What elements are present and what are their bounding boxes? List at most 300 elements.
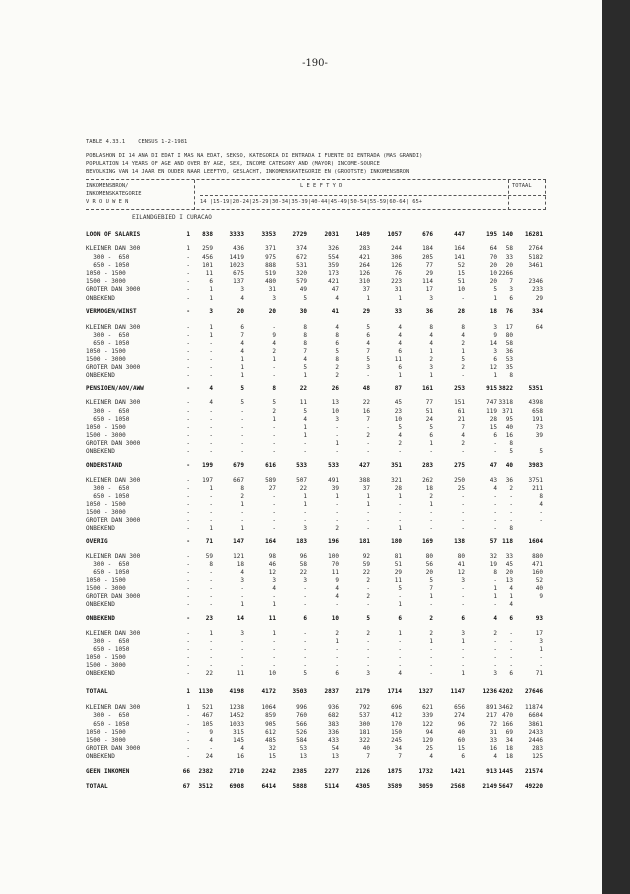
row-label: 300 - 650 [86, 332, 130, 339]
table-cell: - [303, 509, 307, 516]
table-cell: 12 [268, 569, 276, 576]
table-cell: 199 [202, 462, 213, 469]
row-label: 1050 - 1500 [86, 729, 126, 736]
table-cell: 11 [205, 270, 213, 277]
table-cell: - [186, 477, 190, 484]
table-cell: - [240, 646, 244, 653]
table-row [0, 517, 602, 525]
caption-papiamentu: POBLASHON DI 14 ANA DI EDAT I MAS NA EDAT, SEKSO, KATEGORIA DI ENTRADA I FUENTE DI ENTRADA (MAS GRANDI) [86, 153, 423, 159]
row-total-cell: 4 [509, 601, 513, 608]
row-label: 1050 - 1500 [86, 577, 126, 584]
table-cell: - [186, 630, 190, 637]
table-cell: 22 [362, 399, 370, 406]
table-cell: 58 [299, 561, 307, 568]
table-cell: 11 [299, 399, 307, 406]
table-cell: 2 [429, 615, 433, 622]
table-cell: - [186, 721, 190, 728]
table-row [0, 385, 602, 393]
table-cell: 21 [457, 416, 465, 423]
table-row [0, 538, 602, 546]
table-row [0, 424, 602, 432]
row-label: OVERIG [86, 538, 108, 545]
table-cell: - [303, 440, 307, 447]
table-cell: 3 [272, 577, 276, 584]
table-cell: 16 [362, 408, 370, 415]
table-cell: 2 [398, 440, 402, 447]
table-cell: 6 [509, 615, 513, 622]
table-cell: 2 [366, 432, 370, 439]
table-row [0, 553, 602, 561]
row-label: ONBEKEND [86, 448, 115, 455]
table-cell: 371 [265, 245, 276, 252]
table-cell: - [493, 638, 497, 645]
table-cell: - [209, 569, 213, 576]
table-cell: 792 [359, 704, 370, 711]
table-cell: - [186, 448, 190, 455]
table-cell: - [272, 448, 276, 455]
table-cell: 34 [505, 737, 513, 744]
table-cell: 180 [391, 538, 402, 545]
total-divider [508, 180, 509, 210]
table-cell: 891 [486, 704, 497, 711]
table-cell: 92 [362, 553, 370, 560]
table-cell: 2 [461, 340, 465, 347]
table-cell: 359 [328, 262, 339, 269]
table-cell: 4 [493, 485, 497, 492]
table-cell: 1 [272, 356, 276, 363]
table-cell: 37 [362, 485, 370, 492]
table-row [0, 615, 602, 623]
table-cell: 51 [425, 408, 433, 415]
table-row [0, 231, 602, 239]
table-cell: - [186, 364, 190, 371]
table-cell: 621 [422, 704, 433, 711]
table-cell: - [240, 408, 244, 415]
table-cell: - [186, 753, 190, 760]
table-cell: 1033 [229, 721, 244, 728]
table-cell: 3462 [498, 704, 513, 711]
table-cell: - [429, 662, 433, 669]
table-cell: 491 [328, 477, 339, 484]
table-cell: 47 [489, 462, 497, 469]
table-cell: 5114 [324, 783, 339, 790]
table-cell: - [272, 372, 276, 379]
table-cell: - [398, 517, 402, 524]
table-cell: 1 [429, 348, 433, 355]
table-cell: 5 [303, 408, 307, 415]
table-row [0, 630, 602, 638]
table-cell: 145 [233, 737, 244, 744]
table-cell: 531 [296, 262, 307, 269]
row-label: PENSIOEN/AOV/AWW [86, 385, 144, 392]
table-cell: 1421 [450, 768, 465, 775]
table-cell: 485 [265, 737, 276, 744]
row-label: 1050 - 1500 [86, 270, 126, 277]
table-cell: - [366, 654, 370, 661]
table-cell: 5 [366, 356, 370, 363]
table-cell: 4 [366, 340, 370, 347]
table-row [0, 348, 602, 356]
table-cell: 20 [489, 262, 497, 269]
table-cell: 4 [240, 745, 244, 752]
table-cell: 161 [422, 385, 433, 392]
row-total-cell: - [539, 654, 543, 661]
row-label: 1500 - 3000 [86, 662, 126, 669]
table-cell: 1 [461, 348, 465, 355]
table-cell: 8 [493, 569, 497, 576]
table-cell: 2277 [324, 768, 339, 775]
table-cell: - [186, 432, 190, 439]
table-cell: - [186, 462, 190, 469]
table-cell: 8 [272, 385, 276, 392]
table-row [0, 601, 602, 609]
table-cell: 11 [394, 577, 402, 584]
row-label: KLEINER DAN 300 [86, 477, 141, 484]
table-cell: 11 [394, 356, 402, 363]
table-cell: 105 [202, 721, 213, 728]
table-cell: 5 [240, 399, 244, 406]
table-cell: 4 [303, 356, 307, 363]
row-total-cell: 334 [532, 308, 543, 315]
table-cell: 310 [359, 278, 370, 285]
table-cell: 6 [366, 332, 370, 339]
table-cell: 60 [457, 737, 465, 744]
table-cell: 1 [240, 601, 244, 608]
table-cell: 51 [457, 278, 465, 285]
table-cell: 11 [331, 569, 339, 576]
table-cell: 1 [240, 501, 244, 508]
table-cell: - [186, 254, 190, 261]
row-label: 1500 - 3000 [86, 278, 126, 285]
row-label: 1500 - 3000 [86, 356, 126, 363]
table-cell: 6 [335, 340, 339, 347]
table-cell: 8 [303, 340, 307, 347]
table-cell: 164 [454, 245, 465, 252]
row-total-cell: 2446 [528, 737, 543, 744]
table-cell: 6908 [229, 783, 244, 790]
table-cell: 18 [236, 561, 244, 568]
table-cell: 6 [461, 615, 465, 622]
row-label: 1050 - 1500 [86, 501, 126, 508]
table-cell: 28 [394, 485, 402, 492]
table-cell: 181 [359, 729, 370, 736]
table-cell: 589 [265, 477, 276, 484]
table-cell: 6 [303, 615, 307, 622]
row-label: 1050 - 1500 [86, 654, 126, 661]
table-cell: 29 [362, 308, 370, 315]
table-row [0, 712, 602, 720]
table-cell: 4 [335, 295, 339, 302]
table-cell: - [209, 493, 213, 500]
table-cell: 45 [505, 561, 513, 568]
table-cell: 16 [236, 753, 244, 760]
table-cell: 1875 [387, 768, 402, 775]
row-label: GROTER DAN 3000 [86, 286, 141, 293]
table-cell: - [240, 585, 244, 592]
table-cell: 95 [505, 416, 513, 423]
table-cell: - [186, 517, 190, 524]
table-row [0, 416, 602, 424]
table-cell: 1 [335, 440, 339, 447]
row-label: 650 - 1050 [86, 493, 130, 500]
table-cell: 672 [296, 254, 307, 261]
table-cell: 2 [493, 630, 497, 637]
table-cell: 8 [461, 324, 465, 331]
table-cell: 579 [296, 278, 307, 285]
table-cell: 7 [366, 753, 370, 760]
table-cell: - [272, 364, 276, 371]
row-label: 650 - 1050 [86, 416, 130, 423]
table-cell: 69 [505, 729, 513, 736]
table-row [0, 364, 602, 372]
table-cell: 33 [489, 737, 497, 744]
table-cell: 53 [299, 745, 307, 752]
table-cell: - [398, 593, 402, 600]
table-cell: 15 [457, 270, 465, 277]
table-cell: 480 [265, 278, 276, 285]
table-cell: 1 [240, 525, 244, 532]
table-cell: 13 [331, 399, 339, 406]
row-total-cell: 283 [532, 745, 543, 752]
table-cell: 24 [205, 753, 213, 760]
table-row [0, 561, 602, 569]
table-cell: - [272, 324, 276, 331]
table-cell: - [509, 646, 513, 653]
table-row [0, 270, 602, 278]
table-row [0, 440, 602, 448]
table-cell: 77 [425, 399, 433, 406]
table-cell: 2710 [229, 768, 244, 775]
table-cell: 5 [272, 399, 276, 406]
table-cell: - [366, 585, 370, 592]
table-cell: 3 [461, 630, 465, 637]
table-cell: - [493, 601, 497, 608]
table-cell: 169 [422, 538, 433, 545]
table-cell: 3 [303, 577, 307, 584]
table-cell: - [272, 424, 276, 431]
table-cell: 421 [359, 254, 370, 261]
table-cell: 1 [398, 601, 402, 608]
table-cell: 533 [328, 462, 339, 469]
table-cell: 283 [422, 462, 433, 469]
table-cell: - [186, 585, 190, 592]
table-cell: - [366, 509, 370, 516]
table-cell: - [335, 646, 339, 653]
table-cell: - [398, 448, 402, 455]
row-label: LOON OF SALARIS [86, 231, 141, 238]
table-cell: 51 [394, 561, 402, 568]
table-cell: 8 [209, 561, 213, 568]
table-cell: 20 [268, 308, 276, 315]
table-cell: 1 [493, 372, 497, 379]
table-cell: 8 [429, 324, 433, 331]
table-cell: 2568 [450, 783, 465, 790]
table-cell: 3333 [229, 231, 244, 238]
table-cell: 31 [394, 286, 402, 293]
table-cell: - [186, 372, 190, 379]
table-cell: 2 [461, 364, 465, 371]
table-cell: 8 [335, 332, 339, 339]
table-cell: 913 [486, 768, 497, 775]
table-row [0, 577, 602, 585]
table-cell: 98 [268, 553, 276, 560]
table-cell: 17 [425, 286, 433, 293]
table-cell: 1 [493, 585, 497, 592]
row-label: KLEINER DAN 300 [86, 245, 141, 252]
table-cell: - [186, 485, 190, 492]
table-cell: - [493, 440, 497, 447]
table-cell: 1452 [229, 712, 244, 719]
table-cell: 150 [391, 729, 402, 736]
table-cell: 2 [335, 372, 339, 379]
row-label: 650 - 1050 [86, 569, 130, 576]
table-cell: 87 [394, 385, 402, 392]
table-cell: 1 [461, 638, 465, 645]
table-cell: - [209, 654, 213, 661]
table-cell: 1 [303, 424, 307, 431]
table-row [0, 783, 602, 791]
row-label: KLEINER DAN 300 [86, 399, 141, 406]
table-cell: - [186, 638, 190, 645]
table-cell: 4202 [498, 688, 513, 695]
table-cell: 1 [398, 372, 402, 379]
row-total-cell: 73 [535, 424, 543, 431]
table-cell: 1238 [229, 704, 244, 711]
row-label: ONBEKEND [86, 615, 115, 622]
table-row [0, 753, 602, 761]
table-cell: 3 [493, 670, 497, 677]
table-cell: 616 [265, 462, 276, 469]
total-heading: TOTAAL [512, 183, 532, 189]
table-cell: 2 [461, 440, 465, 447]
row-label: KLEINER DAN 300 [86, 553, 141, 560]
table-cell: - [186, 745, 190, 752]
table-cell: 7 [366, 348, 370, 355]
table-row [0, 704, 602, 712]
stub-heading-sex: V R O U W E N [86, 199, 129, 205]
table-cell: - [429, 517, 433, 524]
row-total-cell: 471 [532, 561, 543, 568]
table-cell: 6 [398, 615, 402, 622]
table-cell: 9 [272, 332, 276, 339]
table-row [0, 509, 602, 517]
table-cell: - [186, 654, 190, 661]
table-cell: - [186, 712, 190, 719]
table-cell: 4 [398, 340, 402, 347]
table-cell: - [335, 662, 339, 669]
table-cell: 1419 [229, 254, 244, 261]
table-cell: 16 [505, 432, 513, 439]
table-cell: - [209, 646, 213, 653]
row-total-cell: 27646 [524, 688, 543, 695]
table-cell: - [209, 601, 213, 608]
table-cell: 1 [398, 630, 402, 637]
table-cell: 57 [489, 538, 497, 545]
table-cell: - [272, 662, 276, 669]
table-row [0, 372, 602, 380]
table-cell: 1 [240, 356, 244, 363]
table-cell: 141 [454, 254, 465, 261]
table-cell: 15 [489, 424, 497, 431]
table-cell: - [429, 448, 433, 455]
table-row [0, 662, 602, 670]
row-total-cell: 29 [535, 295, 543, 302]
table-cell: 250 [454, 477, 465, 484]
table-cell: 25 [457, 485, 465, 492]
table-cell: 4305 [355, 783, 370, 790]
table-cell: - [335, 432, 339, 439]
row-total-cell: 8 [539, 493, 543, 500]
table-cell: 915 [486, 385, 497, 392]
table-cell: 61 [457, 408, 465, 415]
table-cell: 5888 [292, 783, 307, 790]
row-label: 300 - 650 [86, 485, 130, 492]
table-cell: - [209, 424, 213, 431]
row-total-cell: 17 [535, 630, 543, 637]
table-cell: 2 [509, 485, 513, 492]
table-cell: 16 [489, 745, 497, 752]
table-cell: 537 [359, 712, 370, 719]
table-cell: - [186, 538, 190, 545]
table-cell: 283 [359, 245, 370, 252]
table-cell: 326 [328, 245, 339, 252]
table-cell: - [186, 295, 190, 302]
table-cell: 388 [359, 477, 370, 484]
table-cell: 1 [366, 295, 370, 302]
table-row [0, 332, 602, 340]
table-cell: - [335, 517, 339, 524]
row-total-cell: 8 [509, 372, 513, 379]
table-cell: 2 [366, 577, 370, 584]
table-cell: - [461, 654, 465, 661]
table-cell: 2031 [324, 231, 339, 238]
table-row [0, 399, 602, 407]
row-total-cell: 64 [535, 324, 543, 331]
table-cell: - [209, 577, 213, 584]
table-cell: 96 [299, 553, 307, 560]
table-cell: 1 [335, 493, 339, 500]
table-cell: 126 [391, 262, 402, 269]
table-cell: - [186, 737, 190, 744]
table-cell: - [335, 509, 339, 516]
table-row [0, 408, 602, 416]
row-label: 650 - 1050 [86, 340, 130, 347]
table-cell: 66 [182, 768, 190, 775]
table-cell: 6 [461, 753, 465, 760]
row-total-cell: 3 [539, 638, 543, 645]
row-label: GROTER DAN 3000 [86, 440, 141, 447]
table-row [0, 768, 602, 776]
table-cell: 36 [505, 477, 513, 484]
table-cell: 18 [505, 745, 513, 752]
table-cell: 656 [454, 704, 465, 711]
table-cell: 40 [457, 729, 465, 736]
stub-heading-source: INKOMENSBRON/ [86, 183, 129, 189]
table-row [0, 245, 602, 253]
table-cell: 383 [328, 721, 339, 728]
table-cell: - [509, 501, 513, 508]
table-cell: 351 [391, 462, 402, 469]
table-cell: 264 [359, 262, 370, 269]
table-cell: 5 [398, 424, 402, 431]
table-cell: 10 [457, 286, 465, 293]
table-cell: 28 [489, 416, 497, 423]
table-cell: - [186, 416, 190, 423]
table-cell: - [493, 525, 497, 532]
table-cell: 3 [272, 295, 276, 302]
table-cell: - [303, 585, 307, 592]
table-row [0, 493, 602, 501]
